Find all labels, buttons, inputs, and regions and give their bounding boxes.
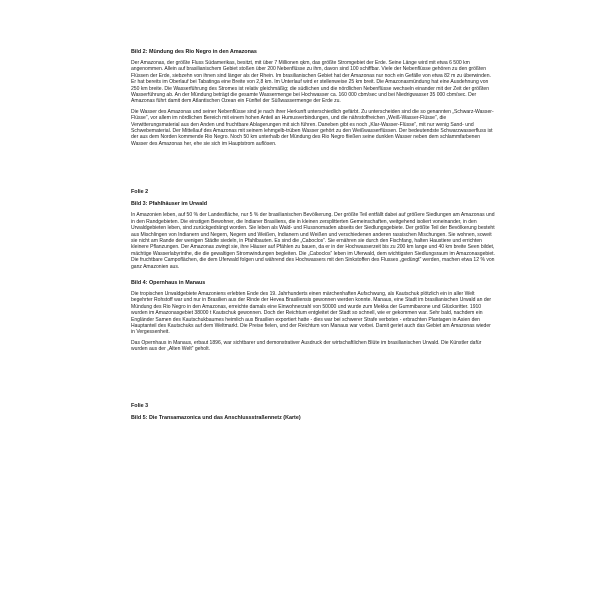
section-heading-bild-3: Bild 3: Pfahlhäuser im Urwald <box>131 201 208 208</box>
spacer <box>131 357 495 403</box>
paragraph-amazonas-overview: Der Amazonas, der größte Fluss Südamerikas, besitzt, mit über 7 Millionen qkm, das größte Stromgebiet der Erde. Seine Länge wird mit etwa 6 500 km angenommen. Allein auf brasilianischem Gebiet stoßen über 200 Nebenflüsse zu ihm, davon sind 100 schiffbar. Viele der Nebenflüsse gehören zu den größten Flüssen der Erde, siebzehn von ihnen sind länger als der Rhein. Im brasilianischen Gebiet hat der Amazonas nur noch ein Gefälle von etwa 82 m zu überwinden. Er hat bereits im Oberlauf bei Tabatinga eine Breite von 2,8 km. Im Unterlauf wird er stellenweise 25 km breit. Die Amazonasmündung hat eine Ausdehnung von 250 km breite. Die Wasserführung des Stromes ist relativ gleichmäßig; die südlichen und die nördlichen Nebenflüsse wechseln einander mit der Zeit der größten Wasserführung ab. An der Mündung beträgt die gesamte Wassermenge bei Hochwasser ca. 160 000 cbm/sec und bei Niedrigwasser 35 000 cbm/sec. Der Amazonas führt damit dem Atlantischen Ozean ein Fünftel der Süßwassermenge der Erde zu. <box>131 60 491 105</box>
section-heading-bild-5: Bild 5: Die Transamazonica und das Anschlussstraßennetz (Karte) <box>131 414 301 421</box>
section-heading-bild-4: Bild 4: Opernhaus in Manaus <box>131 279 206 286</box>
document-page <box>131 49 495 426</box>
paragraph-river-water-colors: Die Wasser des Amazonas und seiner Nebenflüsse sind je nach ihrer Herkunft unterschiedlich gefärbt. Zu unterscheiden sind die so genannten „Schwarz-Wasser-Flüsse“, vor allem im nördlichen Bereich mit einem hohen Anteil an Humusverbindungen, und die nährstoffreichen „Weiß-Wasser-Flüsse“, die Verwitterungsmaterial aus den Anden und fruchtbare Ablagerungen mit sich führen. Daneben gibt es noch „Klar-Wasser-Flüsse“, mit nur wenig Sand- und Schwebematerial. Der Mittellauf des Amazonas mit seinem lehmgelb-trüben Wasser gehört zu den Weißwasserflüssen. Der bedeutendste Schwarzwasserfluss ist der aus dem Norden kommende Rio Negro. Noch 50 km unterhalb der Mündung des Rio Negro fließen seine dunklen Wasser neben dem schlammfarbenen Wasser des Amazonas her, ehe sie sich im Hauptstrom auflösen. <box>131 108 494 147</box>
slide-label-folie-3: Folie 3 <box>131 402 149 409</box>
paragraph-rubber-boom: Die tropischen Urwaldgebiete Amazoniens erlebten Ende des 19. Jahrhunderts einen märchenhaften Aufschwung, als Kautschuk plötzlich ein in aller Welt begehrter Rohstoff war und nur in Brasilien aus der Rinde der Hevea Brasiliensis gewonnen werden konnte. Manaus, eine Stadt im brasilianischen Urwald an der Mündung des Rio Negro in den Amazonas, erreichte damals eine Einwohnerzahl von 50000 und wurde zum Mekka der Gummibarone und Glücksritter. 1910 wurden im Amazonasgebiet 38000 t Kautschuk gewonnen. Doch der Reichtum entgleitet der Stadt so schnell, wie er gekommen war. Sehr bald, nachdem ein Engländer Samen des Kautschukbaumes heimlich aus Brasilien exportiert hatte - dies war bei schwerer Strafe verboten - erbrachten Plantagen in Asien den Hauptanteil des Kautschuks auf dem Weltmarkt. Die Preise fielen, und der Reichtum von Manaus war vorbei. Damit geriet auch das Gebiet am Amazonas wieder in Vergessenheit. <box>131 290 492 336</box>
spacer <box>131 151 495 189</box>
paragraph-pile-dwellings: In Amazonien leben, auf 50 % der Landesfläche, nur 5 % der brasilianischen Bevölkerung. Der größte Teil entfällt dabei auf größere Siedlungen am Amazonas und in den Randgebieten. Die einstigen Bewohner, die Indianer Brasiliens, die in kleinen zersplitterten Gemeinschaften, weitgehend isoliert voneinander, in den Urwaldgebieten leben, sind zurückgedrängt worden. Sie leben als Wald- und Flussnomaden abseits der Siedlungsgebiete. Der größte Teil der Bevölkerung besteht aus Mischlingen von Indianern und Negern, Negern und Weißen, Indianern und Weißen und verschiedenen anderen rassischen Mischungen. Sie wohnen, soweit sie nicht am Rande der wenigen Städte siedeln, in Pfahlbauten. Es sind die „Caboclos“. Sie ernähren sie durch den Fischfang, halten Haustiere und errichten kleinere Pflanzungen. Der Amazonas zwingt sie, ihre Häuser auf Pfählen zu bauen, da er in der Hochwasserzeit bis zu 200 km lange und 40 km breite Seen bildet, mächtige Wasserlabyrinthe, die die gewaltigen Stromwindungen begleiten. Die „Caboclos“ leben im Uferwald, dem wichtigsten Siedlungsraum im Amazonasgebiet. Die fruchtbare Campoflächen, die dem Uferwald folgen und während des Hochwassers mit den Sinkstoffen des Flusses „gedüngt“ werden, machen etwa 12 % von ganz Amazonien aus. <box>131 212 495 270</box>
section-heading-bild-2: Bild 2: Mündung des Rio Negro in den Amazonas <box>131 49 257 55</box>
slide-label-folie-2: Folie 2 <box>131 189 149 196</box>
paragraph-opera-house: Das Opernhaus in Manaus, erbaut 1896, war sichtbarer und demonstrativer Ausdruck der wirtschaftlichen Blüte im brasilianischen Urwald. Die Künstler dafür wurden aus der „Alten Welt“ geholt. <box>131 339 482 353</box>
